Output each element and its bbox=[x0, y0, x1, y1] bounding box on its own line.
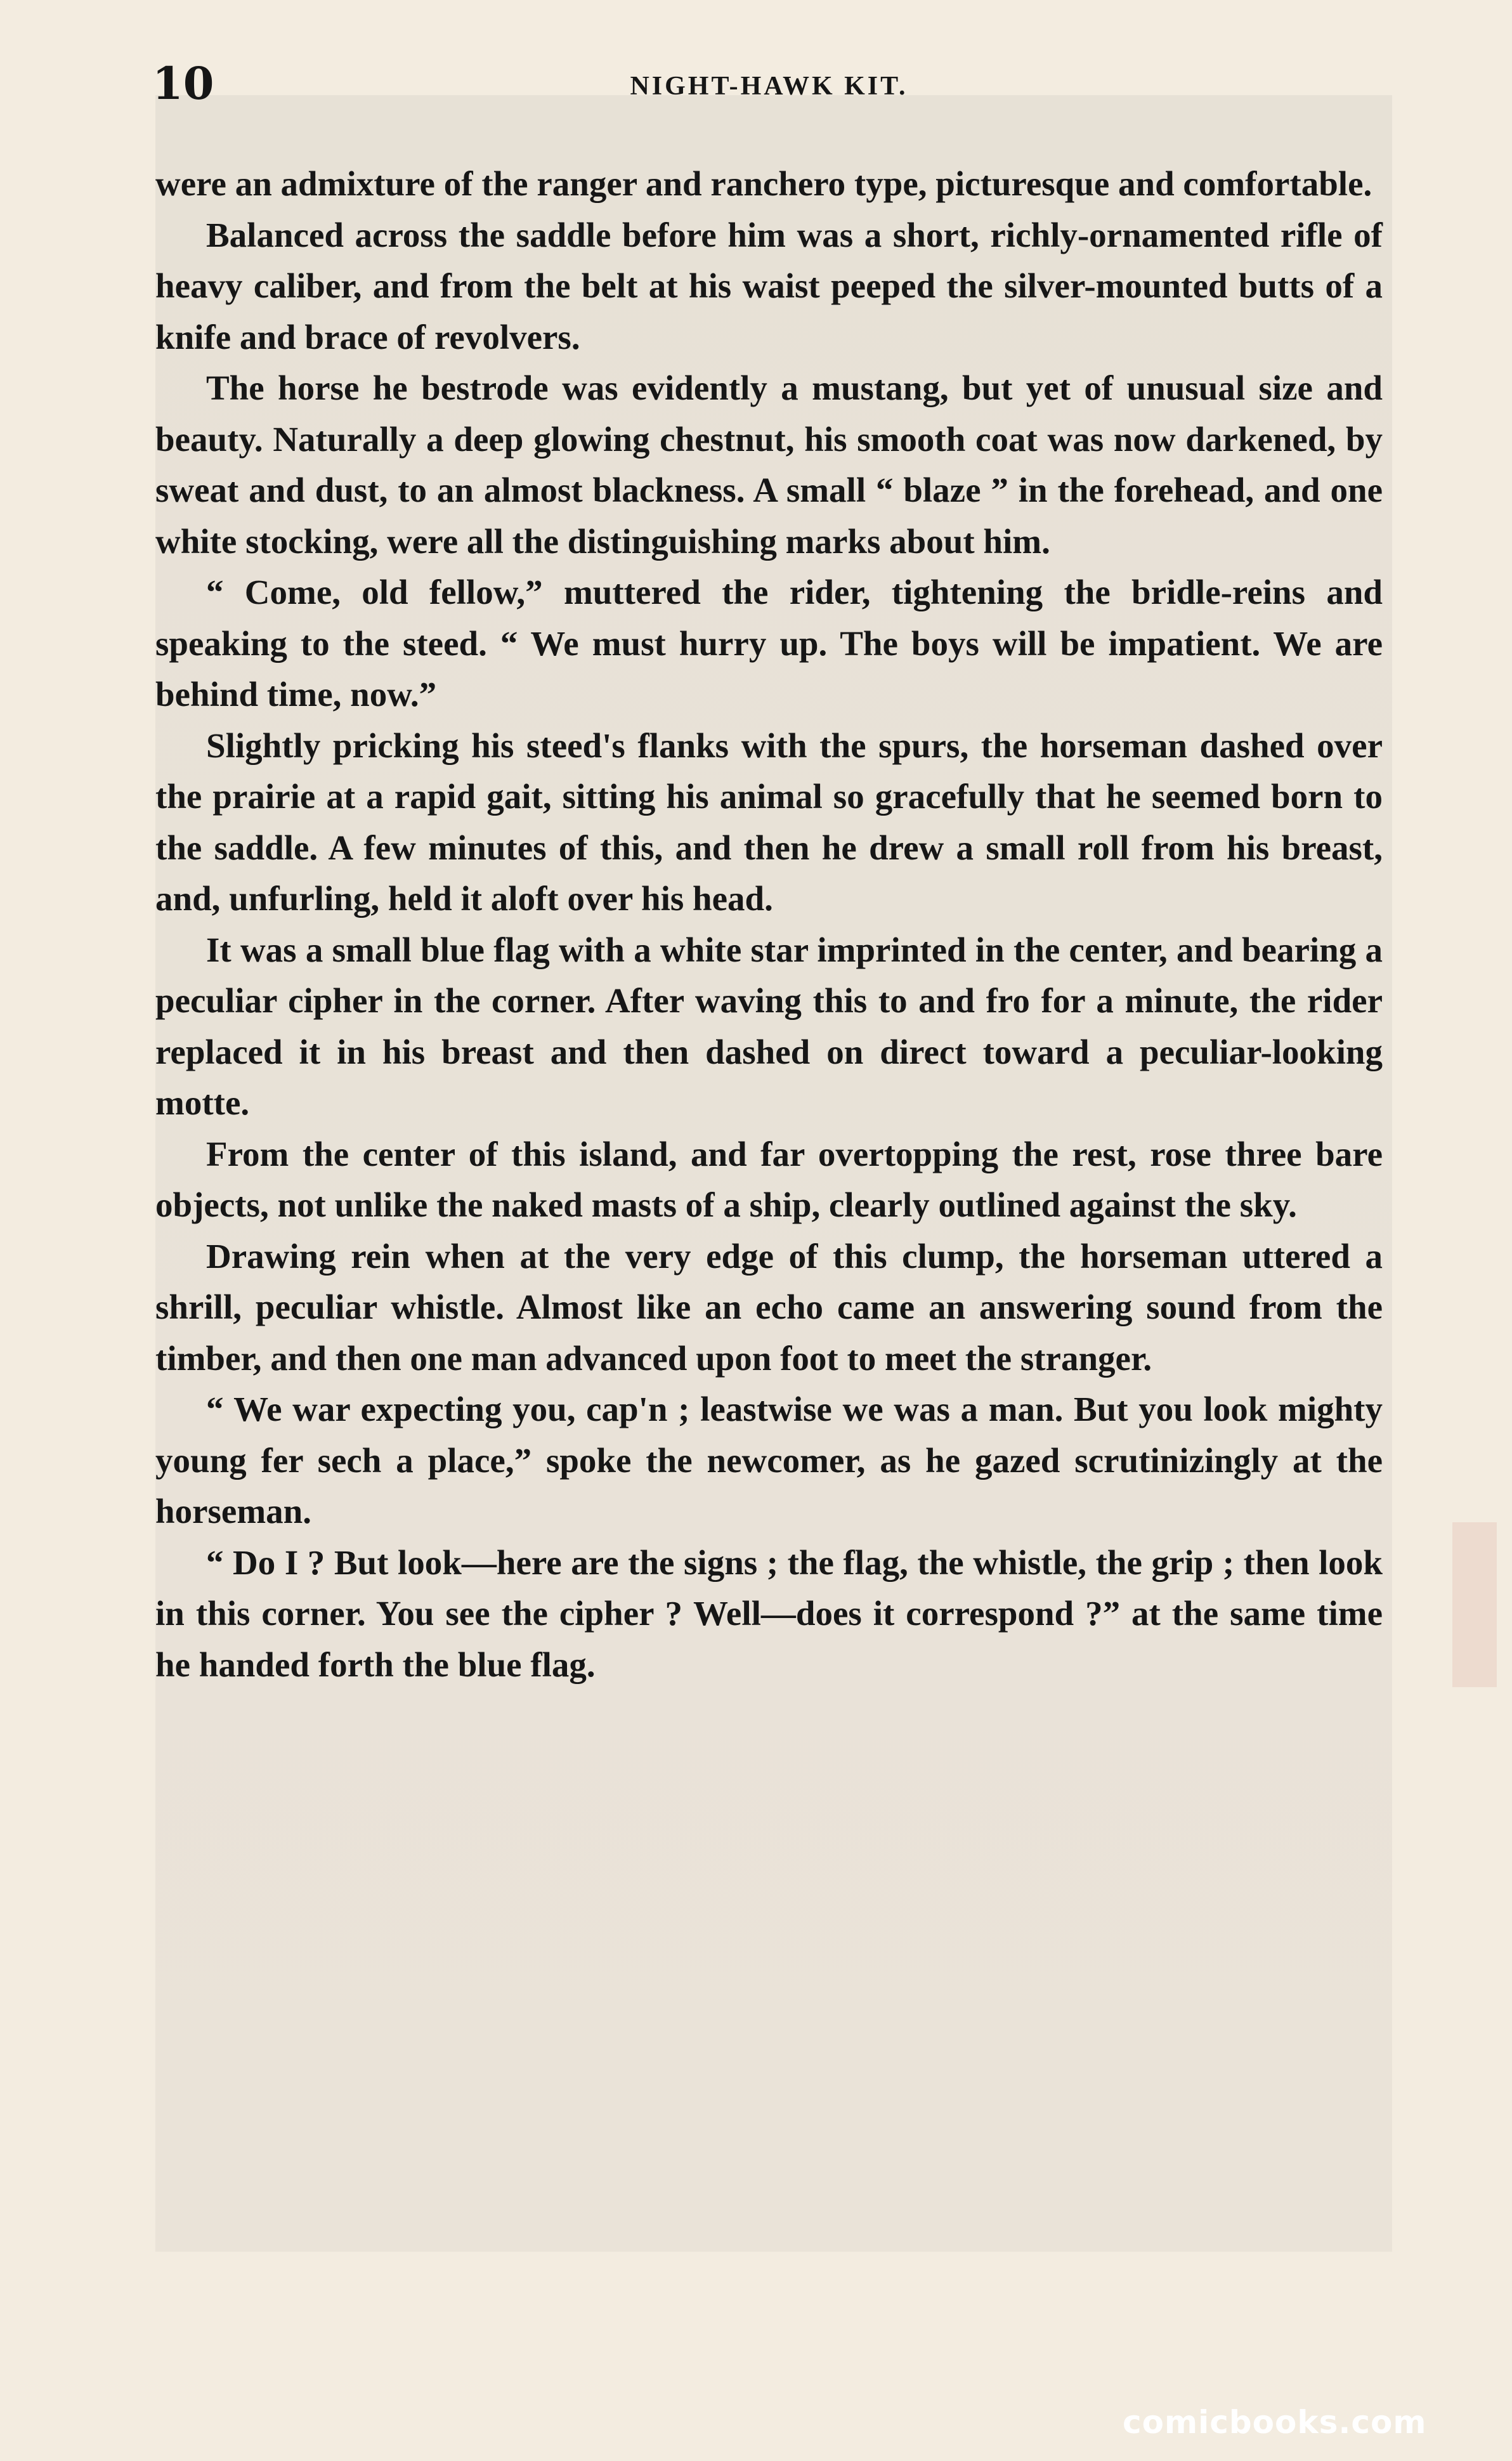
paper-stain bbox=[1452, 1522, 1497, 1687]
paragraph: From the center of this island, and far overtopping the rest, rose three bare objects, not unlike the naked masts of a ship, clearly outlined against the sky. bbox=[155, 1134, 1383, 1224]
paragraph: Slightly pricking his steed's flanks with the spurs, the horseman dashed over the prairie at a rapid gait, sitting his animal so gracefully that he seemed born to the saddle. A few minutes of this, and then he drew a small roll from his breast, and, unfurling, held it aloft over his head. bbox=[155, 726, 1383, 918]
body-text bbox=[155, 159, 1383, 1690]
paragraph: “ Come, old fellow,” muttered the rider, tightening the bridle-reins and speaking to the steed. “ We must hurry up. The boys will be impatient. We are behind time, now.” bbox=[155, 573, 1383, 714]
paragraph: Balanced across the saddle before him was a short, richly-ornamented rifle of heavy caliber, and from the belt at his waist peeped the silver-mounted butts of a knife and brace of revolvers. bbox=[155, 215, 1383, 356]
paragraph: It was a small blue flag with a white star imprinted in the center, and bearing a peculiar cipher in the corner. After waving this to and fro for a minute, the rider replaced it in his breast and then dashed on direct toward a peculiar-looking motte. bbox=[155, 930, 1383, 1122]
paragraph: “ Do I ? But look—here are the signs ; the flag, the whistle, the grip ; then look in this corner. You see the cipher ? Well—does it correspond ?” at the same time he handed forth the blue flag. bbox=[155, 1543, 1383, 1684]
paragraph: The horse he bestrode was evidently a mustang, but yet of unusual size and beauty. Naturally a deep glowing chestnut, his smooth coat was now darkened, by sweat and dust, to an almost blackness. A small “ blaze ” in the forehead, and one white stocking, were all the distinguishing marks about him. bbox=[155, 369, 1383, 561]
site-watermark: comicbooks.com bbox=[1123, 2404, 1427, 2441]
paragraph: “ We war expecting you, cap'n ; leastwise we was a man. But you look mighty young fer sech a place,” spoke the newcomer, as he gazed scrutinizingly at the horseman. bbox=[155, 1390, 1383, 1531]
paragraph: were an admixture of the ranger and ranchero type, picturesque and comfortable. bbox=[155, 164, 1372, 203]
paragraph: Drawing rein when at the very edge of this clump, the horseman uttered a shrill, peculiar whistle. Almost like an echo came an answering sound from the timber, and then one man advanced upon foot to meet the stranger. bbox=[155, 1236, 1383, 1378]
running-title: NIGHT-HAWK KIT. bbox=[630, 72, 908, 101]
page-header bbox=[152, 51, 1386, 114]
page-number: 10 bbox=[152, 57, 214, 110]
